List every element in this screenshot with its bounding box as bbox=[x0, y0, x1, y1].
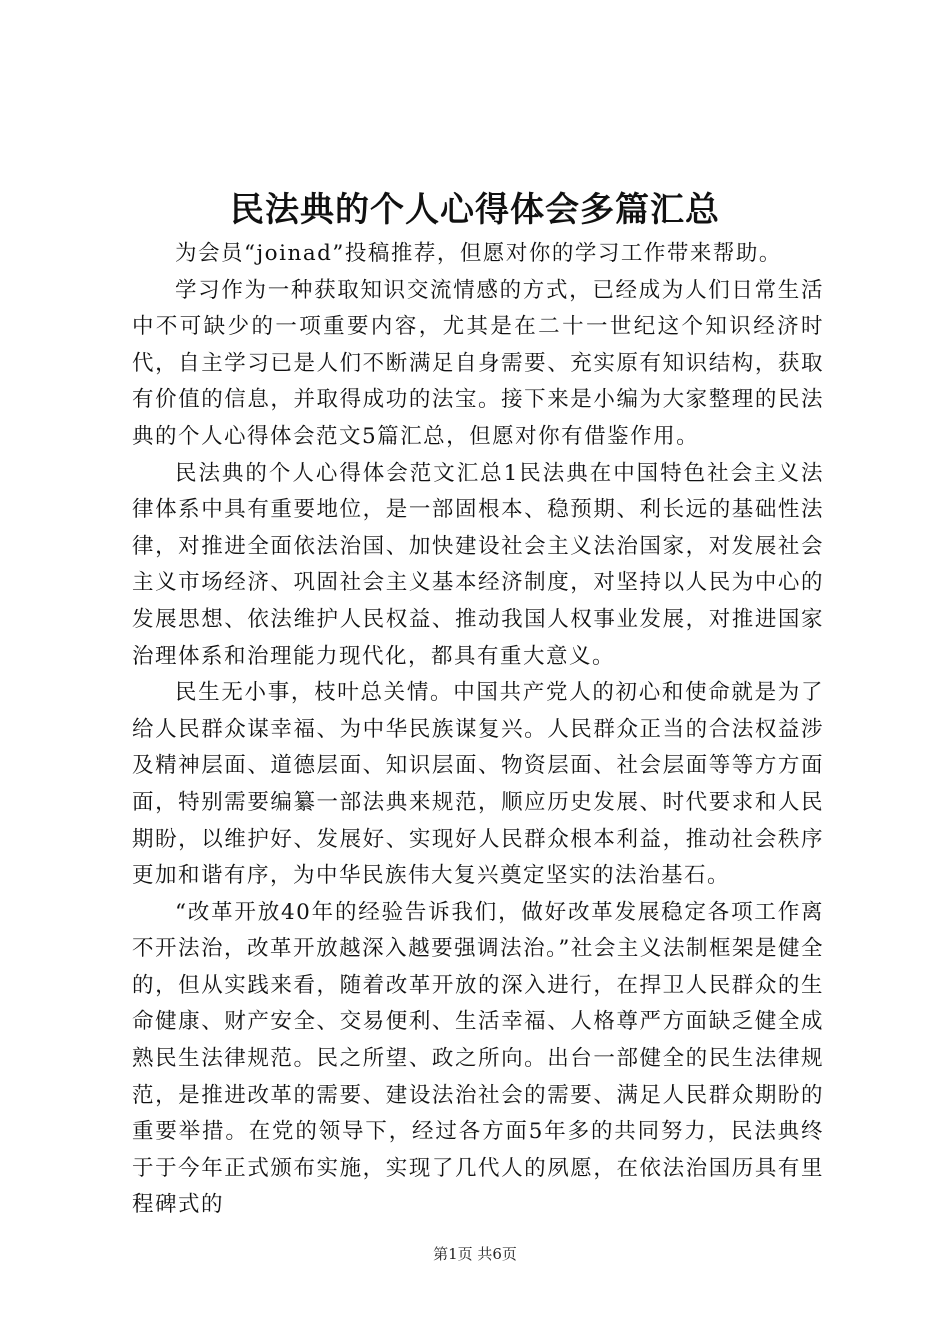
page-number-footer: 第1页 共6页 bbox=[433, 1245, 517, 1263]
paragraph-learning: 学习作为一种获取知识交流情感的方式，已经成为人们日常生活中不可缺少的一项重要内容，尤其是在二十一世纪这个知识经济时代，自主学习已是人们不断满足自身需要、充实原有知识结构，获取有价值的信息，并取得成功的法宝。接下来是小编为大家整理的民法典的个人心得体会范文5篇汇总，但愿对你有借鉴作用。 bbox=[132, 277, 824, 449]
paragraph-livelihood: 民生无小事，枝叶总关情。中国共产党人的初心和使命就是为了给人民群众谋幸福、为中华民族谋复兴。人民群众正当的合法权益涉及精神层面、道德层面、知识层面、物资层面、社会层面等等方方面面，特别需要编纂一部法典来规范，顺应历史发展、时代要求和人民期盼，以维护好、发展好、实现好人民群众根本利益，推动社会秩序更加和谐有序，为中华民族伟大复兴奠定坚实的法治基石。 bbox=[132, 680, 824, 889]
paragraph-reform: “改革开放40年的经验告诉我们，做好改革发展稳定各项工作离不开法治，改革开放越深入越要强调法治。”社会主义法制框架是健全的，但从实践来看，随着改革开放的深入进行，在捍卫人民群众的生命健康、财产安全、交易便利、生活幸福、人格尊严方面缺乏健全成熟民生法律规范。民之所望、政之所向。出台一部健全的民生法律规范，是推进改革的需要、建设法治社会的需要、满足人民群众期盼的重要举措。在党的领导下，经过各方面5年多的共同努力，民法典终于于今年正式颁布实施，实现了几代人的夙愿，在依法治国历具有里程碑式的 bbox=[132, 899, 824, 1218]
paragraph-intro: 为会员“joinad”投稿推荐，但愿对你的学习工作带来帮助。 bbox=[175, 241, 782, 266]
document-body bbox=[132, 236, 824, 1224]
document-title: 民法典的个人心得体会多篇汇总 bbox=[230, 190, 720, 230]
paragraph-civil-code-importance: 民法典的个人心得体会范文汇总1民法典在中国特色社会主义法律体系中具有重要地位，是一部固根本、稳预期、利长远的基础性法律，对推进全面依法治国、加快建设社会主义法治国家，对发展社会主义市场经济、巩固社会主义基本经济制度，对坚持以人民为中心的发展思想、依法维护人民权益、推动我国人权事业发展，对推进国家治理体系和治理能力现代化，都具有重大意义。 bbox=[132, 460, 824, 669]
